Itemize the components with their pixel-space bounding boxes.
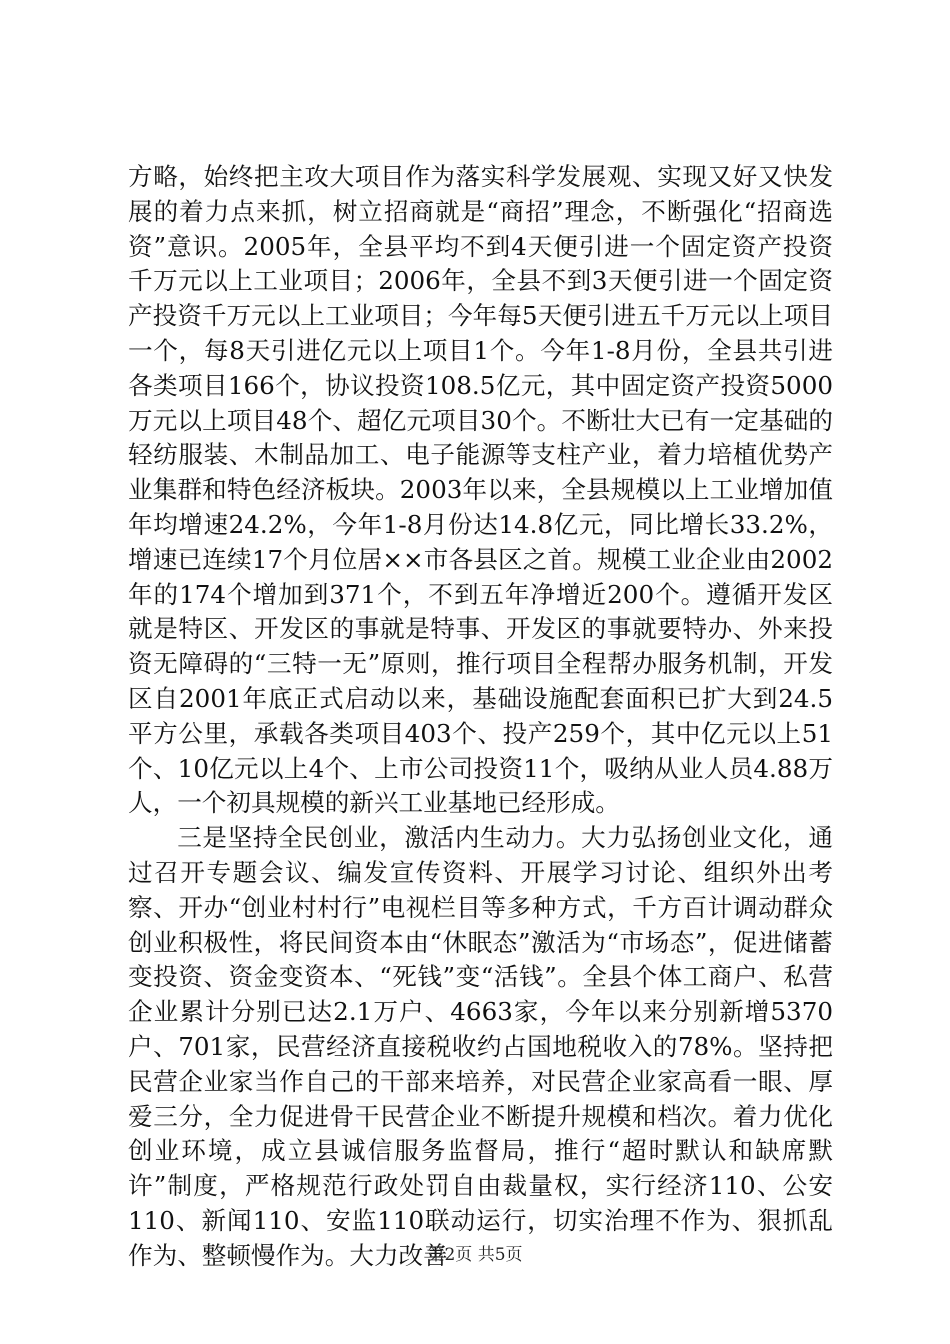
paragraph-2: 三是坚持全民创业，激活内生动力。大力弘扬创业文化，通过召开专题会议、编发宣传资料、开展学习讨论、组织外出考察、开办“创业村村行”电视栏目等多种方式，千方百计调动群众创业积极性，将民间资本由“休眠态”激活为“市场态”，促进储蓄变投资、资金变资本、“死钱”变“活钱”。全县个体工商户、私营企业累计分别已达2.1万户、4663家，今年以来分别新增5370户、701家，民营经济直接税收约占国地税收入的78%。坚持把民营企业家当作自己的干部来培养，对民营企业家高看一眼、厚爱三分，全力促进骨干民营企业不断提升规模和档次。着力优化创业环境，成立县诚信服务监督局，推行“超时默认和缺席默许”制度，严格规范行政处罚自由裁量权，实行经济110、公安110、新闻110、安监110联动运行，切实治理不作为、狠抓乱作为、整顿慢作为。大力改善 [128,823,833,1270]
page-number: 第2页 共5页 [427,1245,523,1265]
page-footer [0,1244,950,1266]
document-body [128,160,833,1274]
paragraph-1: 方略，始终把主攻大项目作为落实科学发展观、实现又好又快发展的着力点来抓，树立招商就是“商招”理念，不断强化“招商选资”意识。2005年，全县平均不到4天便引进一个固定资产投资千万元以上工业项目；2006年，全县不到3天便引进一个固定资产投资千万元以上工业项目；今年每5天便引进五千万元以上项目一个，每8天引进亿元以上项目1个。今年1-8月份，全县共引进各类项目166个，协议投资108.5亿元，其中固定资产投资5000万元以上项目48个、超亿元项目30个。不断壮大已有一定基础的轻纺服装、木制品加工、电子能源等支柱产业，着力培植优势产业集群和特色经济板块。2003年以来，全县规模以上工业增加值年均增速24.2%，今年1-8月份达14.8亿元，同比增长33.2%，增速已连续17个月位居××市各县区之首。规模工业企业由2002年的174个增加到371个，不到五年净增近200个。遵循开发区就是特区、开发区的事就是特事、开发区的事就要特办、外来投资无障碍的“三特一无”原则，推行项目全程帮办服务机制，开发区自2001年底正式启动以来，基础设施配套面积已扩大到24.5平方公里，承载各类项目403个、投产259个，其中亿元以上51个、10亿元以上4个、上市公司投资11个，吸纳从业人员4.88万人，一个初具规模的新兴工业基地已经形成。 [128,162,833,818]
